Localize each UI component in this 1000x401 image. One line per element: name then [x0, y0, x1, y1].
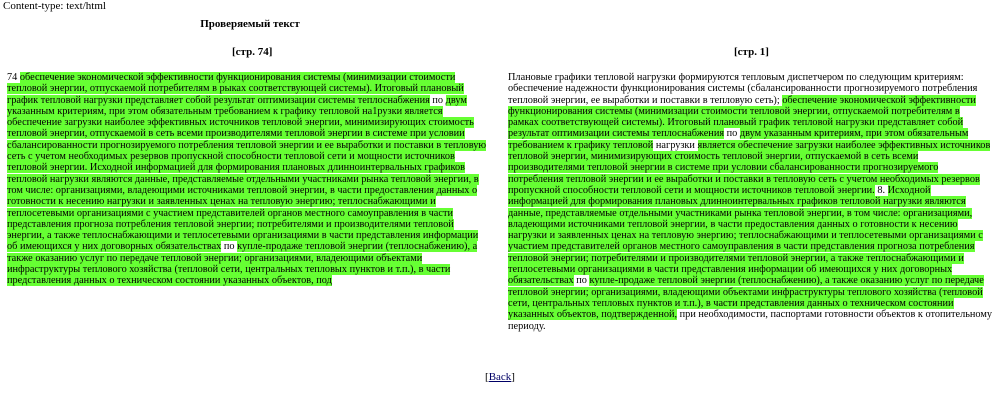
matched-text-segment: купле-продаже тепловой энергии (теплоснабжению), а также оказанию услуг по передаче тепловой энергии; организациями, владеющими объектами инфраструктуры теплового хозяйства (тепловой сети, центральных тепловых пунктов и т.п.), в части представления данных о техническом состоянии указанных объектов, под: [7, 241, 478, 287]
matched-text-segment: обеспечение экономической эффективности функционирования системы (минимизации стоимости тепловой энергии, отпускаемой потребителям в рыках соответствующей системы).: [7, 72, 456, 95]
bracket-close: ]: [511, 371, 515, 383]
text-segment: по: [429, 94, 446, 106]
left-page-label: [стр. 74]: [232, 46, 273, 58]
page-title: Проверяемый текст: [200, 18, 300, 30]
text-segment: при необходимости, паспортами готовности объектов к отопительному периоду.: [508, 309, 993, 332]
matched-text-segment: Исходной информацией для формирования плановых длинноинтервальных графиков тепловой нагрузки являются данные, представляемые отдельными участниками рынка тепловой энергии, в том числе: организациями, владеющими источниками тепловой энергии, в части предоставления данных о готовности к несению нагрузки и заявленных ценах на тепловую энергию; теплоснабжающими и теплосетевыми организациями с участием представителей органов местного самоуправления в части представления прогноза потребления тепловой энергии; потребителями и производителями тепловой энергии, а также теплоснабжающими и теплосетевыми организациями в части представления информации об имеющихся у них договорных обязательствах: [7, 162, 479, 253]
source-text-column: [508, 72, 993, 332]
text-segment: по: [724, 128, 740, 140]
matched-text-segment: купле-продаже тепловой энергии (теплоснабжению), а также оказанию услуг по передаче тепловой энергии; организациями, владеющими объектами инфраструктуры теплового хозяйства (тепловой сети, центральных тепловых пунктов и т.п.), в части представления данных о техническом состоянии указанных объектов, подтвержденной,: [508, 275, 984, 321]
checked-text-column: [7, 72, 491, 287]
matched-text-segment: двум указанным критериям, при этом обязательным требованием к графику тепловой на1рузки является обеспечение загрузки наиболее эффективных источников тепловой энергии, минимизирующих стоимость тепловой энергии, отпускаемой в сеть всеми производителями тепловой энергии в системе при условии сбалансированности прогнозируемого потребления тепловой энергии и ее выработки и поставки в тепловую сеть с учетом необходимых резервов пропускной способности тепловой сети и мощности источников тепловой энергии.: [7, 94, 487, 174]
text-segment: по: [221, 241, 238, 253]
text-segment: по: [573, 275, 590, 287]
back-link[interactable]: Back: [488, 371, 512, 383]
text-segment: 8.: [874, 184, 888, 196]
bracket-open: [: [485, 371, 489, 383]
matched-text-segment: Исходной информацией для формирования плановых длинноинтервальных графиков тепловой нагрузки являются данные, представляемые отдельными участниками рынка тепловой энергии, в том числе: организациями, владеющими источниками тепловой энергии, в части предоставления данных о готовности к несению нагрузки и заявленных ценах на тепловую энергию; теплоснабжающими и теплосетевыми организациями с участием представителей органов местного самоуправления в части представления прогноза потребления тепловой энергии; потребителями и производителями тепловой энергии, а также теплоснабжающими и теплосетевыми организациями в части представления информации об имеющихся у них договорных обязательствах: [508, 184, 983, 287]
matched-text-segment: двум указанным критериям, при этом обязательным требованием к графику тепловой: [508, 128, 969, 151]
back-nav: [0, 371, 1000, 384]
right-page-label: [стр. 1]: [734, 46, 769, 58]
content-type-line: Content-type: text/html: [3, 0, 106, 12]
matched-text-segment: Итоговый плановый график тепловой нагрузки представляет собой результат оптимизации системы теплоснабжения: [7, 83, 464, 106]
matched-text-segment: является обеспечение загрузки наиболее эффективных источников тепловой энергии, минимизирующих стоимость тепловой энергии, отпускаемой в сеть всеми производителями тепловой энергии в системе при условии сбалансированности прогнозируемого потребления тепловой энергии и ее выработки и поставки в тепловую сеть с учетом необходимых резервов пропускной способности тепловой сети и мощности источников тепловой энергии.: [508, 139, 991, 196]
text-segment: 74: [7, 72, 20, 83]
text-segment: Плановые графики тепловой нагрузки формируются тепловым диспетчером по следующим критериям: обеспечение надежности функционирования системы (сбалансированности прогнозируемого потребления тепловой энергии, ее выработки и поставки в тепловую сеть);: [508, 72, 978, 106]
text-segment: нагрузки: [653, 139, 698, 151]
matched-text-segment: обеспечение экономической эффективности функционирования системы (минимизации стоимости тепловой энергии, отпускаемой потребителям в рамках соответствующей системы). Итоговый плановый график тепловой нагрузки представляет собой результат оптимизации системы теплоснабжения: [508, 94, 976, 140]
